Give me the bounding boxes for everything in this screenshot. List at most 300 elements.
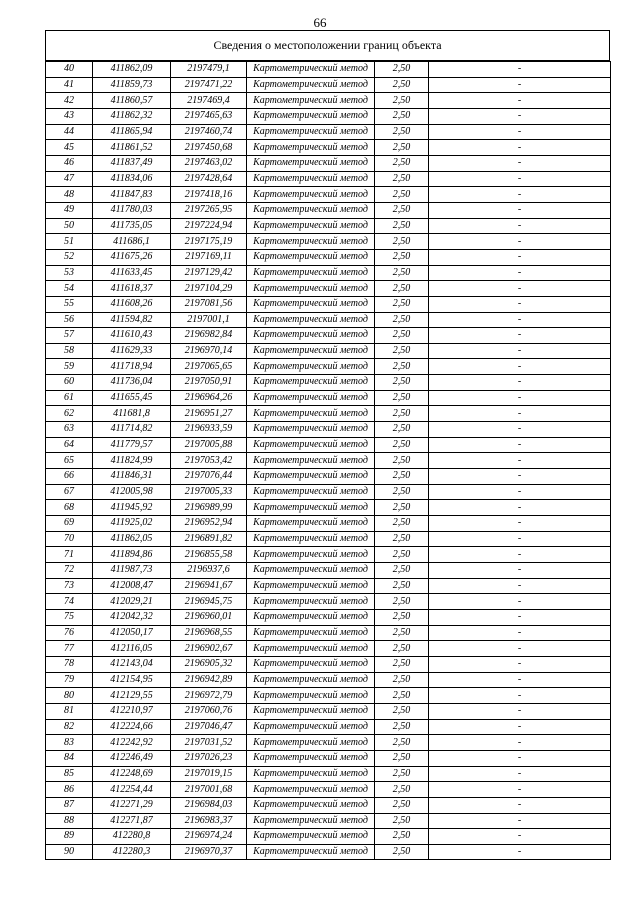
method-cell: Картометрический метод xyxy=(247,531,375,547)
point-number-cell: 79 xyxy=(46,672,93,688)
description-cell: - xyxy=(429,766,611,782)
x-coordinate-cell: 411718,94 xyxy=(93,359,171,375)
table-row xyxy=(46,218,611,234)
y-coordinate-cell: 2196960,01 xyxy=(171,609,247,625)
description-cell: - xyxy=(429,296,611,312)
point-number-cell: 69 xyxy=(46,516,93,532)
x-coordinate-cell: 411861,52 xyxy=(93,140,171,156)
x-coordinate-cell: 412280,3 xyxy=(93,844,171,860)
y-coordinate-cell: 2196984,03 xyxy=(171,797,247,813)
table-row xyxy=(46,62,611,78)
x-coordinate-cell: 411859,73 xyxy=(93,77,171,93)
point-number-cell: 48 xyxy=(46,187,93,203)
y-coordinate-cell: 2197001,1 xyxy=(171,312,247,328)
point-number-cell: 56 xyxy=(46,312,93,328)
table-row xyxy=(46,375,611,391)
table-row xyxy=(46,813,611,829)
description-cell: - xyxy=(429,328,611,344)
y-coordinate-cell: 2196942,89 xyxy=(171,672,247,688)
accuracy-cell: 2,50 xyxy=(375,641,429,657)
description-cell: - xyxy=(429,797,611,813)
table-row xyxy=(46,672,611,688)
method-cell: Картометрический метод xyxy=(247,719,375,735)
table-row xyxy=(46,77,611,93)
accuracy-cell: 2,50 xyxy=(375,735,429,751)
y-coordinate-cell: 2197104,29 xyxy=(171,281,247,297)
description-cell: - xyxy=(429,62,611,78)
accuracy-cell: 2,50 xyxy=(375,609,429,625)
accuracy-cell: 2,50 xyxy=(375,390,429,406)
table-row xyxy=(46,422,611,438)
point-number-cell: 54 xyxy=(46,281,93,297)
point-number-cell: 60 xyxy=(46,375,93,391)
accuracy-cell: 2,50 xyxy=(375,688,429,704)
x-coordinate-cell: 412248,69 xyxy=(93,766,171,782)
accuracy-cell: 2,50 xyxy=(375,187,429,203)
x-coordinate-cell: 412005,98 xyxy=(93,484,171,500)
accuracy-cell: 2,50 xyxy=(375,703,429,719)
x-coordinate-cell: 411735,05 xyxy=(93,218,171,234)
y-coordinate-cell: 2197169,11 xyxy=(171,249,247,265)
y-coordinate-cell: 2197026,23 xyxy=(171,750,247,766)
accuracy-cell: 2,50 xyxy=(375,531,429,547)
x-coordinate-cell: 412029,21 xyxy=(93,594,171,610)
y-coordinate-cell: 2197005,88 xyxy=(171,437,247,453)
point-number-cell: 90 xyxy=(46,844,93,860)
x-coordinate-cell: 411714,82 xyxy=(93,422,171,438)
description-cell: - xyxy=(429,829,611,845)
accuracy-cell: 2,50 xyxy=(375,500,429,516)
accuracy-cell: 2,50 xyxy=(375,625,429,641)
accuracy-cell: 2,50 xyxy=(375,234,429,250)
description-cell: - xyxy=(429,93,611,109)
y-coordinate-cell: 2197463,02 xyxy=(171,155,247,171)
table-row xyxy=(46,563,611,579)
point-number-cell: 82 xyxy=(46,719,93,735)
accuracy-cell: 2,50 xyxy=(375,93,429,109)
description-cell: - xyxy=(429,359,611,375)
point-number-cell: 51 xyxy=(46,234,93,250)
y-coordinate-cell: 2197046,47 xyxy=(171,719,247,735)
accuracy-cell: 2,50 xyxy=(375,312,429,328)
y-coordinate-cell: 2197479,1 xyxy=(171,62,247,78)
accuracy-cell: 2,50 xyxy=(375,594,429,610)
point-number-cell: 43 xyxy=(46,108,93,124)
accuracy-cell: 2,50 xyxy=(375,249,429,265)
point-number-cell: 84 xyxy=(46,750,93,766)
description-cell: - xyxy=(429,108,611,124)
table-row xyxy=(46,656,611,672)
point-number-cell: 44 xyxy=(46,124,93,140)
x-coordinate-cell: 411675,26 xyxy=(93,249,171,265)
x-coordinate-cell: 411779,57 xyxy=(93,437,171,453)
description-cell: - xyxy=(429,813,611,829)
description-cell: - xyxy=(429,343,611,359)
y-coordinate-cell: 2197053,42 xyxy=(171,453,247,469)
method-cell: Картометрический метод xyxy=(247,171,375,187)
description-cell: - xyxy=(429,516,611,532)
boundary-table-container xyxy=(45,30,610,860)
method-cell: Картометрический метод xyxy=(247,62,375,78)
method-cell: Картометрический метод xyxy=(247,656,375,672)
table-row xyxy=(46,124,611,140)
description-cell: - xyxy=(429,437,611,453)
table-row xyxy=(46,578,611,594)
table-row xyxy=(46,625,611,641)
table-row xyxy=(46,484,611,500)
accuracy-cell: 2,50 xyxy=(375,437,429,453)
point-number-cell: 58 xyxy=(46,343,93,359)
method-cell: Картометрический метод xyxy=(247,437,375,453)
description-cell: - xyxy=(429,390,611,406)
accuracy-cell: 2,50 xyxy=(375,563,429,579)
table-row xyxy=(46,735,611,751)
coordinates-table xyxy=(45,61,611,860)
accuracy-cell: 2,50 xyxy=(375,296,429,312)
description-cell: - xyxy=(429,202,611,218)
y-coordinate-cell: 2196952,94 xyxy=(171,516,247,532)
x-coordinate-cell: 412280,8 xyxy=(93,829,171,845)
y-coordinate-cell: 2197265,95 xyxy=(171,202,247,218)
y-coordinate-cell: 2196933,59 xyxy=(171,422,247,438)
x-coordinate-cell: 412154,95 xyxy=(93,672,171,688)
y-coordinate-cell: 2197081,56 xyxy=(171,296,247,312)
point-number-cell: 88 xyxy=(46,813,93,829)
description-cell: - xyxy=(429,422,611,438)
description-cell: - xyxy=(429,77,611,93)
y-coordinate-cell: 2196905,32 xyxy=(171,656,247,672)
table-row xyxy=(46,390,611,406)
x-coordinate-cell: 411862,32 xyxy=(93,108,171,124)
method-cell: Картометрический метод xyxy=(247,484,375,500)
y-coordinate-cell: 2197005,33 xyxy=(171,484,247,500)
table-row xyxy=(46,328,611,344)
y-coordinate-cell: 2196937,6 xyxy=(171,563,247,579)
accuracy-cell: 2,50 xyxy=(375,281,429,297)
table-row xyxy=(46,202,611,218)
y-coordinate-cell: 2197428,64 xyxy=(171,171,247,187)
table-row xyxy=(46,688,611,704)
x-coordinate-cell: 412242,92 xyxy=(93,735,171,751)
description-cell: - xyxy=(429,375,611,391)
point-number-cell: 67 xyxy=(46,484,93,500)
x-coordinate-cell: 411681,8 xyxy=(93,406,171,422)
method-cell: Картометрический метод xyxy=(247,563,375,579)
description-cell: - xyxy=(429,672,611,688)
y-coordinate-cell: 2197065,65 xyxy=(171,359,247,375)
y-coordinate-cell: 2196989,99 xyxy=(171,500,247,516)
y-coordinate-cell: 2196855,58 xyxy=(171,547,247,563)
description-cell: - xyxy=(429,656,611,672)
x-coordinate-cell: 411987,73 xyxy=(93,563,171,579)
table-row xyxy=(46,234,611,250)
table-row xyxy=(46,641,611,657)
description-cell: - xyxy=(429,703,611,719)
method-cell: Картометрический метод xyxy=(247,782,375,798)
method-cell: Картометрический метод xyxy=(247,265,375,281)
accuracy-cell: 2,50 xyxy=(375,766,429,782)
method-cell: Картометрический метод xyxy=(247,500,375,516)
y-coordinate-cell: 2196983,37 xyxy=(171,813,247,829)
y-coordinate-cell: 2196891,82 xyxy=(171,531,247,547)
accuracy-cell: 2,50 xyxy=(375,844,429,860)
point-number-cell: 66 xyxy=(46,469,93,485)
accuracy-cell: 2,50 xyxy=(375,453,429,469)
x-coordinate-cell: 411780,03 xyxy=(93,202,171,218)
point-number-cell: 64 xyxy=(46,437,93,453)
point-number-cell: 52 xyxy=(46,249,93,265)
method-cell: Картометрический метод xyxy=(247,641,375,657)
accuracy-cell: 2,50 xyxy=(375,782,429,798)
accuracy-cell: 2,50 xyxy=(375,62,429,78)
x-coordinate-cell: 411865,94 xyxy=(93,124,171,140)
description-cell: - xyxy=(429,578,611,594)
accuracy-cell: 2,50 xyxy=(375,124,429,140)
x-coordinate-cell: 412143,04 xyxy=(93,656,171,672)
method-cell: Картометрический метод xyxy=(247,187,375,203)
method-cell: Картометрический метод xyxy=(247,735,375,751)
table-body xyxy=(46,62,611,860)
table-row xyxy=(46,500,611,516)
table-row xyxy=(46,359,611,375)
point-number-cell: 42 xyxy=(46,93,93,109)
x-coordinate-cell: 411594,82 xyxy=(93,312,171,328)
table-row xyxy=(46,750,611,766)
point-number-cell: 71 xyxy=(46,547,93,563)
x-coordinate-cell: 411925,02 xyxy=(93,516,171,532)
method-cell: Картометрический метод xyxy=(247,249,375,265)
description-cell: - xyxy=(429,500,611,516)
method-cell: Картометрический метод xyxy=(247,375,375,391)
accuracy-cell: 2,50 xyxy=(375,155,429,171)
description-cell: - xyxy=(429,281,611,297)
table-row xyxy=(46,594,611,610)
method-cell: Картометрический метод xyxy=(247,766,375,782)
method-cell: Картометрический метод xyxy=(247,281,375,297)
point-number-cell: 63 xyxy=(46,422,93,438)
description-cell: - xyxy=(429,531,611,547)
y-coordinate-cell: 2196945,75 xyxy=(171,594,247,610)
point-number-cell: 50 xyxy=(46,218,93,234)
x-coordinate-cell: 411860,57 xyxy=(93,93,171,109)
y-coordinate-cell: 2196970,37 xyxy=(171,844,247,860)
method-cell: Картометрический метод xyxy=(247,296,375,312)
point-number-cell: 62 xyxy=(46,406,93,422)
point-number-cell: 57 xyxy=(46,328,93,344)
description-cell: - xyxy=(429,469,611,485)
table-row xyxy=(46,93,611,109)
point-number-cell: 53 xyxy=(46,265,93,281)
method-cell: Картометрический метод xyxy=(247,343,375,359)
y-coordinate-cell: 2196974,24 xyxy=(171,829,247,845)
x-coordinate-cell: 411862,09 xyxy=(93,62,171,78)
point-number-cell: 86 xyxy=(46,782,93,798)
method-cell: Картометрический метод xyxy=(247,594,375,610)
table-row xyxy=(46,547,611,563)
point-number-cell: 83 xyxy=(46,735,93,751)
method-cell: Картометрический метод xyxy=(247,406,375,422)
method-cell: Картометрический метод xyxy=(247,578,375,594)
accuracy-cell: 2,50 xyxy=(375,719,429,735)
accuracy-cell: 2,50 xyxy=(375,797,429,813)
y-coordinate-cell: 2196951,27 xyxy=(171,406,247,422)
method-cell: Картометрический метод xyxy=(247,328,375,344)
x-coordinate-cell: 411824,99 xyxy=(93,453,171,469)
y-coordinate-cell: 2197031,52 xyxy=(171,735,247,751)
method-cell: Картометрический метод xyxy=(247,625,375,641)
method-cell: Картометрический метод xyxy=(247,108,375,124)
method-cell: Картометрический метод xyxy=(247,609,375,625)
method-cell: Картометрический метод xyxy=(247,672,375,688)
method-cell: Картометрический метод xyxy=(247,469,375,485)
x-coordinate-cell: 412254,44 xyxy=(93,782,171,798)
method-cell: Картометрический метод xyxy=(247,234,375,250)
table-row xyxy=(46,829,611,845)
y-coordinate-cell: 2197050,91 xyxy=(171,375,247,391)
method-cell: Картометрический метод xyxy=(247,750,375,766)
point-number-cell: 76 xyxy=(46,625,93,641)
y-coordinate-cell: 2197450,68 xyxy=(171,140,247,156)
point-number-cell: 77 xyxy=(46,641,93,657)
description-cell: - xyxy=(429,688,611,704)
point-number-cell: 40 xyxy=(46,62,93,78)
table-row xyxy=(46,703,611,719)
x-coordinate-cell: 412246,49 xyxy=(93,750,171,766)
method-cell: Картометрический метод xyxy=(247,453,375,469)
accuracy-cell: 2,50 xyxy=(375,202,429,218)
point-number-cell: 46 xyxy=(46,155,93,171)
description-cell: - xyxy=(429,844,611,860)
x-coordinate-cell: 411655,45 xyxy=(93,390,171,406)
x-coordinate-cell: 412210,97 xyxy=(93,703,171,719)
table-title: Сведения о местоположении границ объекта xyxy=(45,30,610,61)
point-number-cell: 68 xyxy=(46,500,93,516)
description-cell: - xyxy=(429,782,611,798)
accuracy-cell: 2,50 xyxy=(375,829,429,845)
x-coordinate-cell: 411847,83 xyxy=(93,187,171,203)
description-cell: - xyxy=(429,484,611,500)
point-number-cell: 78 xyxy=(46,656,93,672)
x-coordinate-cell: 412271,87 xyxy=(93,813,171,829)
method-cell: Картометрический метод xyxy=(247,77,375,93)
y-coordinate-cell: 2196982,84 xyxy=(171,328,247,344)
y-coordinate-cell: 2196972,79 xyxy=(171,688,247,704)
description-cell: - xyxy=(429,594,611,610)
x-coordinate-cell: 412116,05 xyxy=(93,641,171,657)
method-cell: Картометрический метод xyxy=(247,703,375,719)
point-number-cell: 73 xyxy=(46,578,93,594)
point-number-cell: 74 xyxy=(46,594,93,610)
accuracy-cell: 2,50 xyxy=(375,140,429,156)
description-cell: - xyxy=(429,124,611,140)
point-number-cell: 55 xyxy=(46,296,93,312)
description-cell: - xyxy=(429,563,611,579)
x-coordinate-cell: 411686,1 xyxy=(93,234,171,250)
point-number-cell: 70 xyxy=(46,531,93,547)
table-row xyxy=(46,453,611,469)
table-row xyxy=(46,406,611,422)
accuracy-cell: 2,50 xyxy=(375,672,429,688)
method-cell: Картометрический метод xyxy=(247,155,375,171)
y-coordinate-cell: 2197465,63 xyxy=(171,108,247,124)
point-number-cell: 75 xyxy=(46,609,93,625)
accuracy-cell: 2,50 xyxy=(375,265,429,281)
accuracy-cell: 2,50 xyxy=(375,406,429,422)
accuracy-cell: 2,50 xyxy=(375,375,429,391)
x-coordinate-cell: 412271,29 xyxy=(93,797,171,813)
table-row xyxy=(46,437,611,453)
description-cell: - xyxy=(429,641,611,657)
accuracy-cell: 2,50 xyxy=(375,750,429,766)
description-cell: - xyxy=(429,750,611,766)
y-coordinate-cell: 2196941,67 xyxy=(171,578,247,594)
x-coordinate-cell: 412050,17 xyxy=(93,625,171,641)
point-number-cell: 87 xyxy=(46,797,93,813)
point-number-cell: 59 xyxy=(46,359,93,375)
y-coordinate-cell: 2197460,74 xyxy=(171,124,247,140)
y-coordinate-cell: 2196968,55 xyxy=(171,625,247,641)
x-coordinate-cell: 411862,05 xyxy=(93,531,171,547)
table-row xyxy=(46,531,611,547)
accuracy-cell: 2,50 xyxy=(375,469,429,485)
x-coordinate-cell: 412129,55 xyxy=(93,688,171,704)
accuracy-cell: 2,50 xyxy=(375,108,429,124)
method-cell: Картометрический метод xyxy=(247,547,375,563)
y-coordinate-cell: 2197076,44 xyxy=(171,469,247,485)
point-number-cell: 81 xyxy=(46,703,93,719)
method-cell: Картометрический метод xyxy=(247,422,375,438)
table-row xyxy=(46,469,611,485)
y-coordinate-cell: 2197019,15 xyxy=(171,766,247,782)
description-cell: - xyxy=(429,234,611,250)
page-number: 66 xyxy=(313,15,327,30)
x-coordinate-cell: 412224,66 xyxy=(93,719,171,735)
accuracy-cell: 2,50 xyxy=(375,484,429,500)
accuracy-cell: 2,50 xyxy=(375,77,429,93)
y-coordinate-cell: 2196964,26 xyxy=(171,390,247,406)
method-cell: Картометрический метод xyxy=(247,813,375,829)
accuracy-cell: 2,50 xyxy=(375,656,429,672)
x-coordinate-cell: 411846,31 xyxy=(93,469,171,485)
y-coordinate-cell: 2197175,19 xyxy=(171,234,247,250)
y-coordinate-cell: 2196902,67 xyxy=(171,641,247,657)
table-row xyxy=(46,797,611,813)
method-cell: Картометрический метод xyxy=(247,516,375,532)
description-cell: - xyxy=(429,312,611,328)
description-cell: - xyxy=(429,265,611,281)
accuracy-cell: 2,50 xyxy=(375,328,429,344)
x-coordinate-cell: 412008,47 xyxy=(93,578,171,594)
table-row xyxy=(46,296,611,312)
point-number-cell: 80 xyxy=(46,688,93,704)
table-row xyxy=(46,155,611,171)
x-coordinate-cell: 411894,86 xyxy=(93,547,171,563)
x-coordinate-cell: 411618,37 xyxy=(93,281,171,297)
table-row xyxy=(46,343,611,359)
point-number-cell: 49 xyxy=(46,202,93,218)
description-cell: - xyxy=(429,609,611,625)
x-coordinate-cell: 411945,92 xyxy=(93,500,171,516)
description-cell: - xyxy=(429,187,611,203)
method-cell: Картометрический метод xyxy=(247,140,375,156)
description-cell: - xyxy=(429,453,611,469)
accuracy-cell: 2,50 xyxy=(375,359,429,375)
y-coordinate-cell: 2196970,14 xyxy=(171,343,247,359)
description-cell: - xyxy=(429,406,611,422)
table-row xyxy=(46,609,611,625)
description-cell: - xyxy=(429,155,611,171)
y-coordinate-cell: 2197129,42 xyxy=(171,265,247,281)
